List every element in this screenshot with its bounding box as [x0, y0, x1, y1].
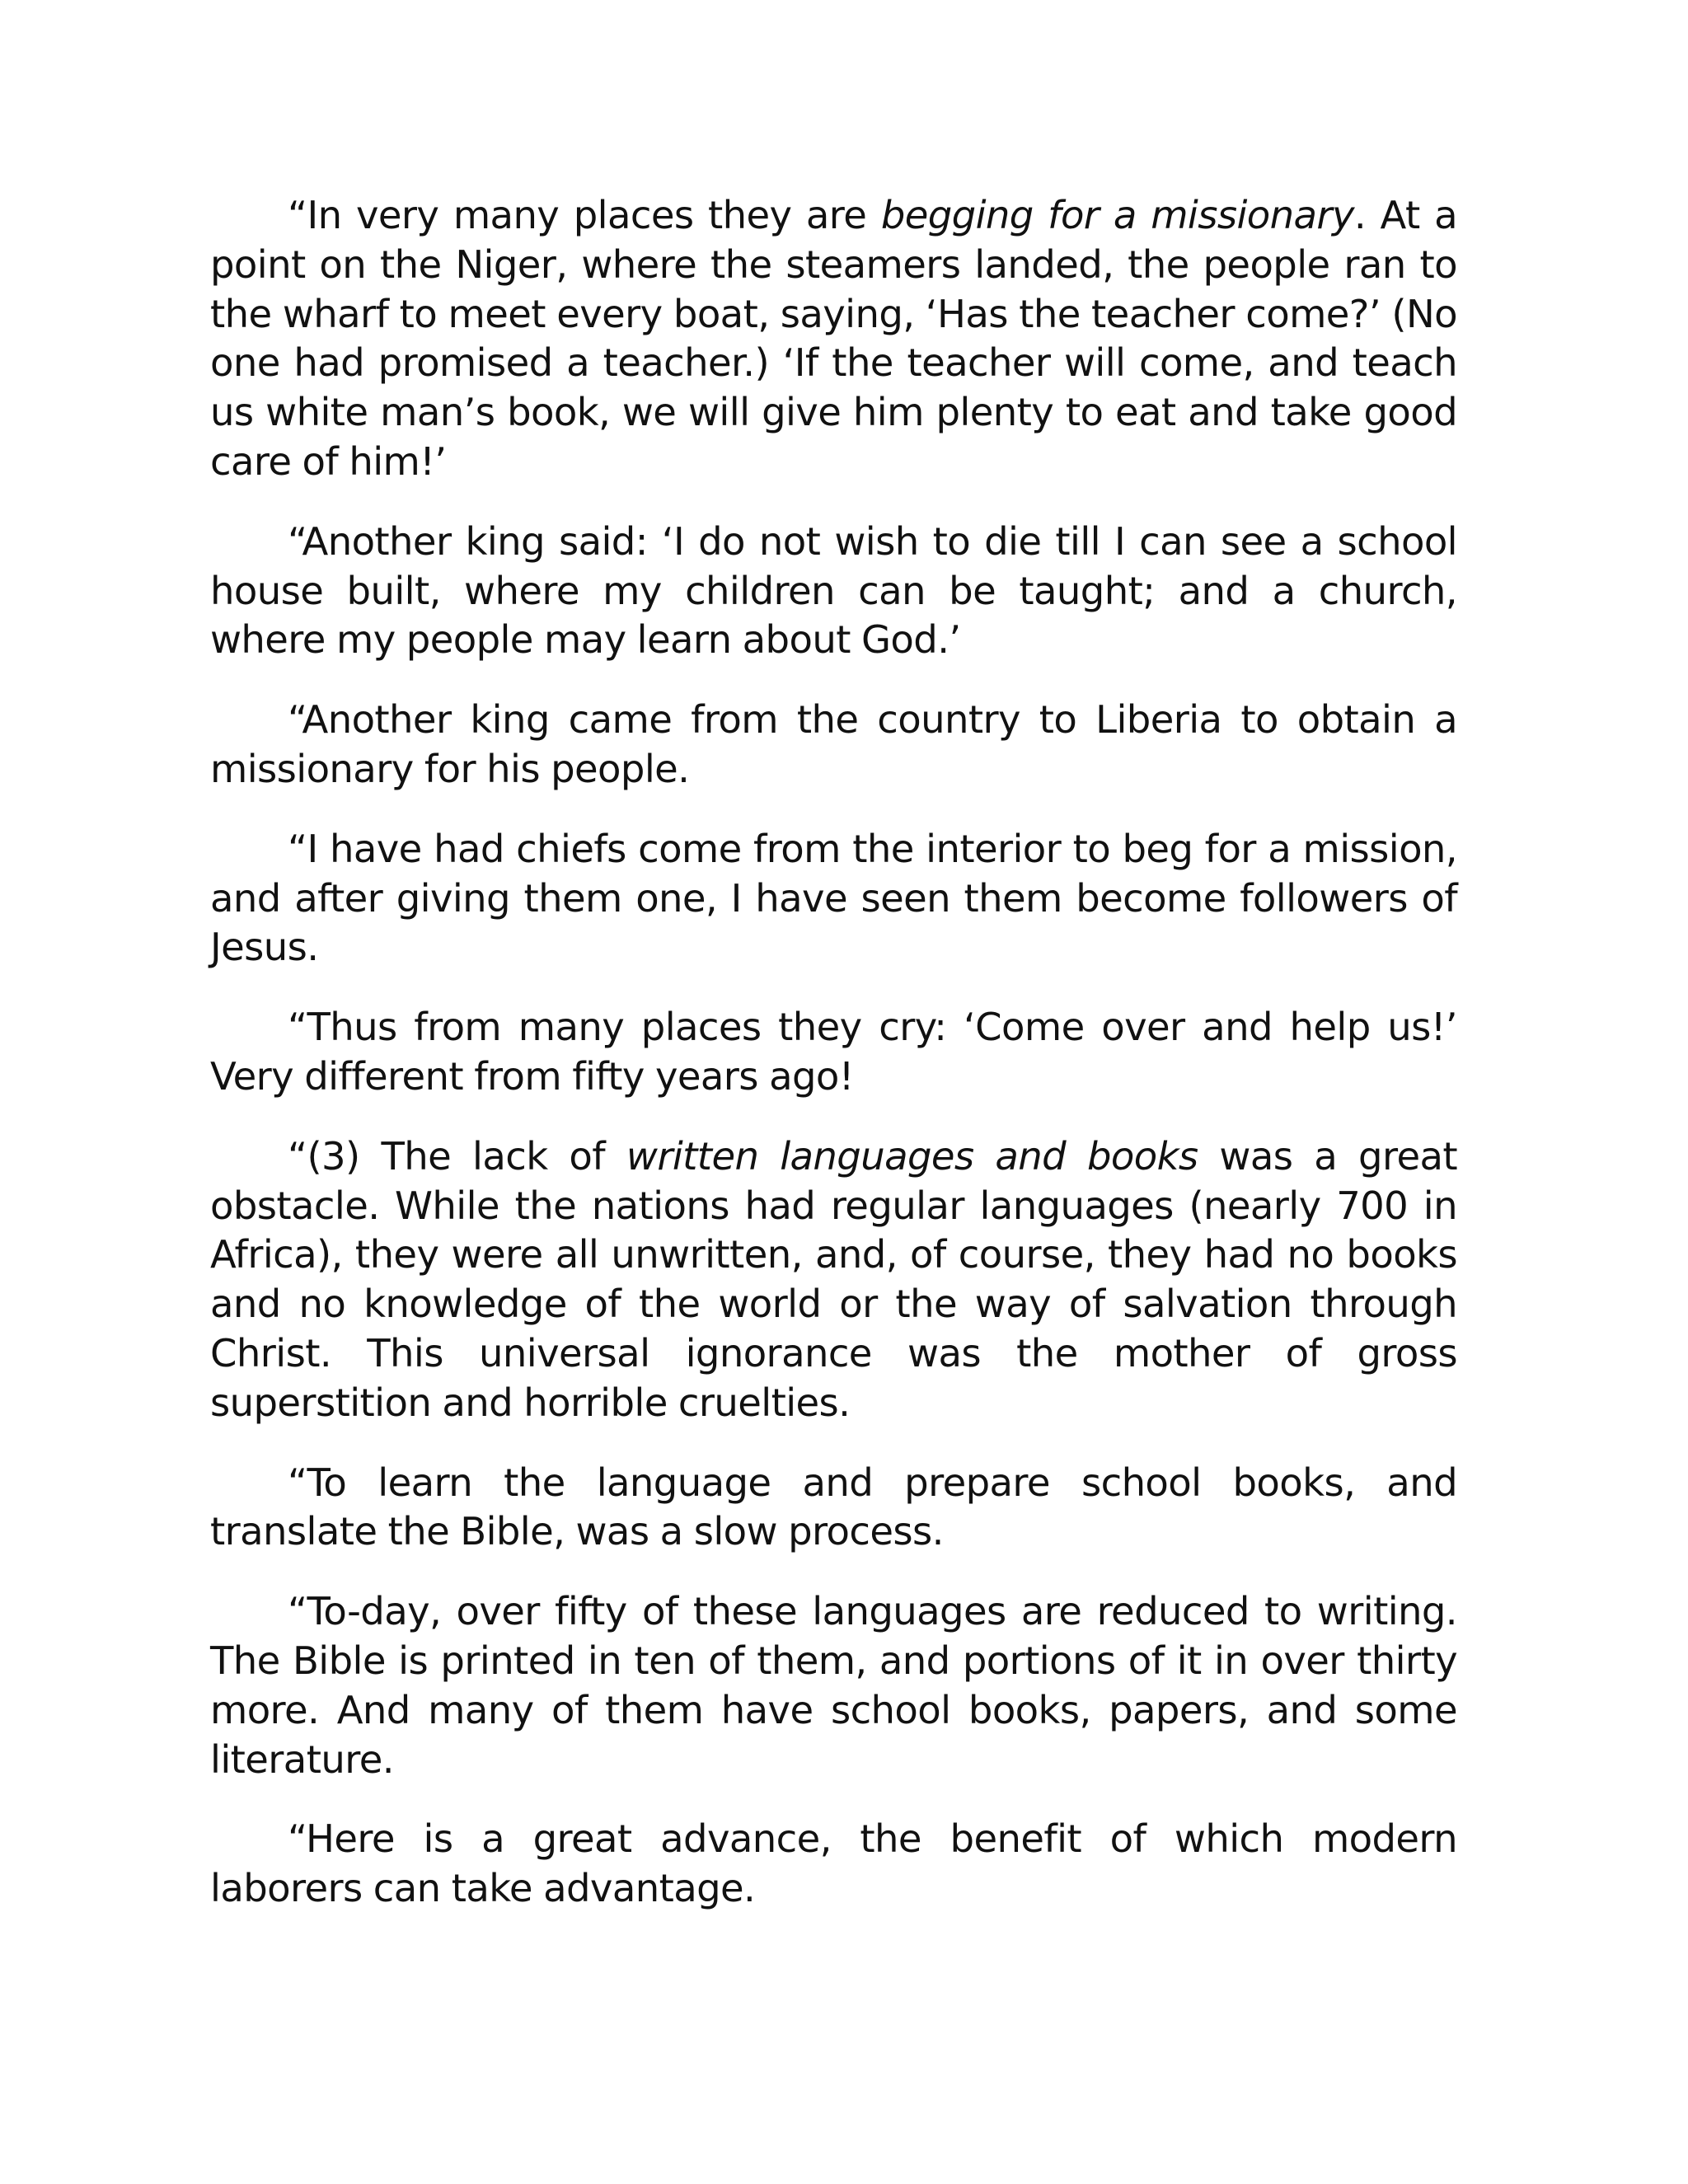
paragraph-text: “In very many places they are	[288, 193, 881, 237]
italic-phrase: begging for a missionary	[880, 193, 1354, 237]
body-text	[210, 191, 1457, 1944]
italic-phrase: written languages and books	[626, 1133, 1198, 1179]
paragraph-great-advance	[210, 1815, 1457, 1914]
paragraph-chiefs-interior	[210, 825, 1457, 972]
paragraph-text: “(3) The lack of	[288, 1133, 626, 1179]
paragraph-come-over-help	[210, 1003, 1457, 1102]
paragraph-another-king-school	[210, 518, 1457, 665]
paragraph-text: “I have had chiefs come from the interior to beg for a mission, and after giving them one, I have seen them become followers of Jesus.	[210, 826, 1457, 970]
paragraph-another-king-liberia	[210, 696, 1457, 794]
paragraph-text: . At a point on the Niger, where the steamers landed, the people ran to the wharf to meet every boat, saying, ‘Has the teacher come?’ (No one had promised a teacher.) ‘If the teacher will come, and teach us white man’s book, we will give him plenty to eat and take good care of him!’	[210, 193, 1457, 484]
paragraph-text: “Another king came from the country to Liberia to obtain a missionary for his people.	[210, 697, 1457, 791]
paragraph-text: “Thus from many places they cry: ‘Come over and help us!’ Very different from fifty years ago!	[210, 1005, 1457, 1099]
paragraph-begging-for-missionary	[210, 191, 1457, 487]
paragraph-slow-process	[210, 1459, 1457, 1558]
paragraph-text: was a great obstacle. While the nations had regular languages (nearly 700 in Africa), they were all unwritten, and, of course, they had no books and no knowledge of the world or the way of salvation through Christ. This universal ignorance was the mother of gross superstition and horrible cruelties.	[210, 1133, 1457, 1425]
paragraph-text: “To learn the language and prepare school books, and translate the Bible, was a slow process.	[210, 1460, 1457, 1554]
paragraph-written-languages	[210, 1132, 1457, 1428]
paragraph-text: “Here is a great advance, the benefit of which modern laborers can take advantage.	[210, 1816, 1457, 1911]
paragraph-languages-reduced	[210, 1587, 1457, 1784]
paragraph-text: “To-day, over fifty of these languages are reduced to writing. The Bible is printed in ten of them, and portions of it in over thirty more. And many of them have school books, papers, and some literature.	[210, 1589, 1457, 1782]
paragraph-text: “Another king said: ‘I do not wish to die till I can see a school house built, where my children can be taught; and a church, where my people may learn about God.’	[210, 518, 1457, 663]
